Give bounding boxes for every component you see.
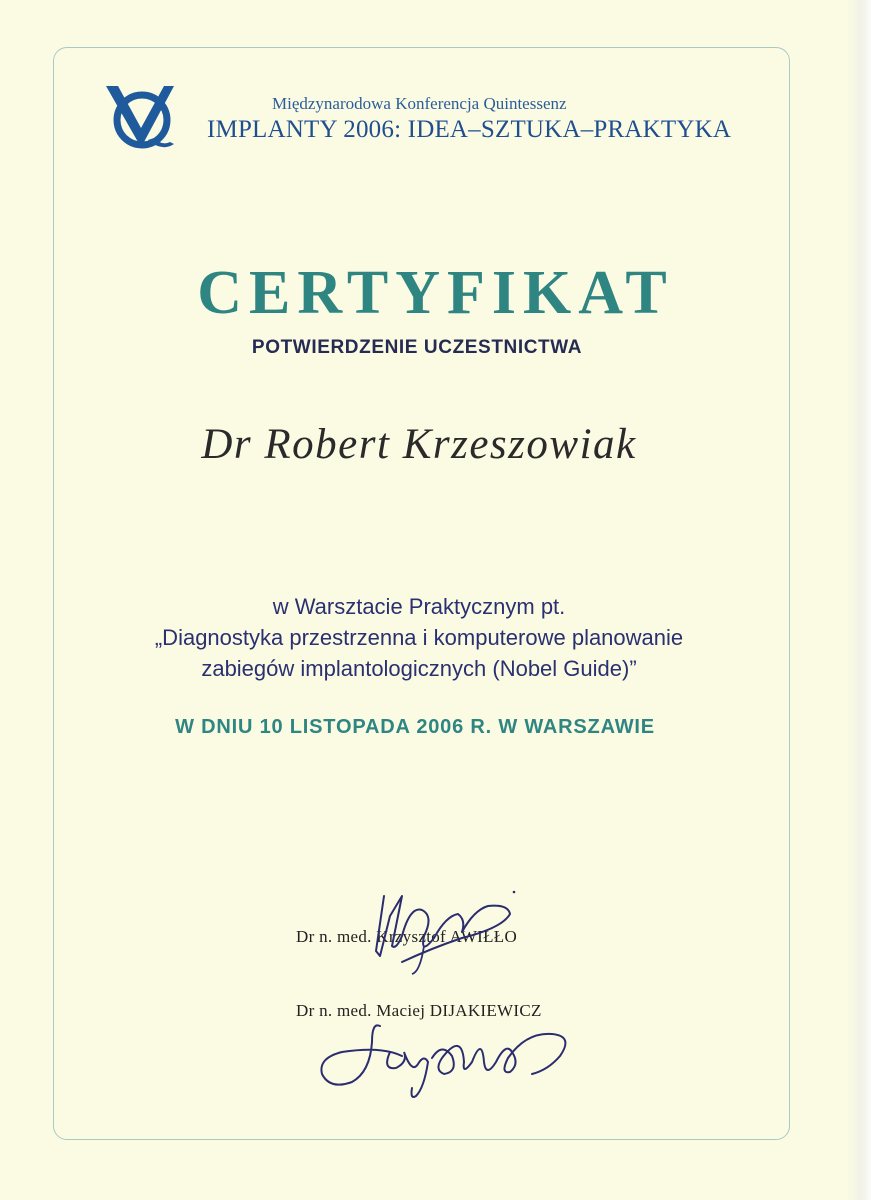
certificate-subtitle: POTWIERDZENIE UCZESTNICTWA — [251, 337, 583, 358]
certificate-title: CERTYFIKAT — [197, 259, 674, 327]
workshop-description — [0, 591, 838, 684]
date-location: W DNIU 10 LISTOPADA 2006 R. W WARSZAWIE — [175, 716, 655, 738]
workshop-line-2: „Diagnostyka przestrzenna i komputerowe planowanie — [154, 625, 684, 650]
conference-event: IMPLANTY 2006: IDEA–SZTUKA–PRAKTYKA — [207, 116, 732, 143]
workshop-line-3: zabiegów implantologicznych (Nobel Guide)” — [201, 656, 637, 681]
quintessenz-logo-icon — [104, 82, 176, 152]
signature-1 — [362, 876, 532, 976]
workshop-line-1: w Warsztacie Praktycznym pt. — [272, 594, 566, 619]
signatory-2-name: Dr n. med. Maciej DIJAKIEWICZ — [296, 1001, 542, 1020]
paper-edge — [847, 0, 871, 1200]
recipient-name: Dr Robert Krzeszowiak — [201, 421, 637, 468]
signatory-1-name: Dr n. med. Krzysztof AWIŁŁO — [296, 927, 518, 946]
signature-2 — [312, 1012, 582, 1102]
conference-name: Międzynarodowa Konferencja Quintessenz — [272, 94, 567, 113]
